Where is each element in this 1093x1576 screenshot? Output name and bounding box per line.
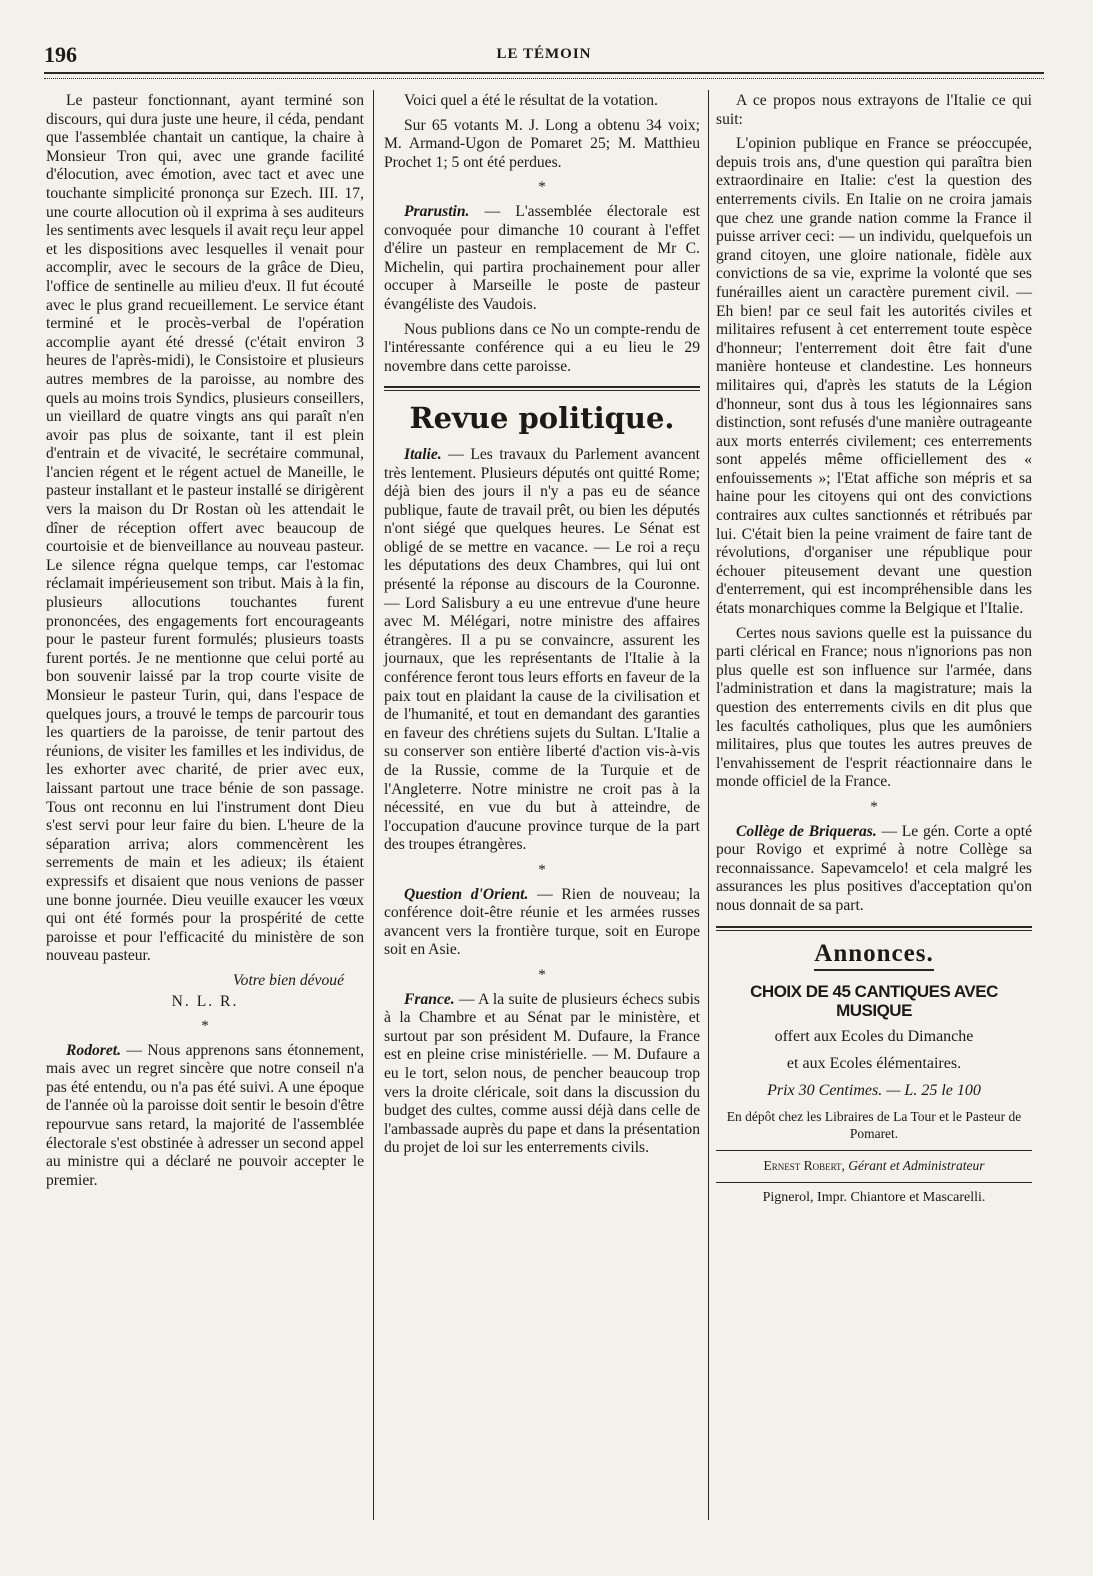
closing-salutation: Votre bien dévoué xyxy=(232,971,344,989)
rubric-rodoret: Rodoret. xyxy=(66,1041,122,1059)
prarustin-text: — L'assemblée électorale est convoquée pour dimanche 10 courant à l'effet d'élire un pasteur en remplacement de Mr C. Michelin, qui partira prochainement pour aller occuper à Marseille le poste de pasteur évangéliste des Vaudois. xyxy=(384,202,700,313)
paragraph: L'opinion publique en France se préoccupée, depuis trois ans, d'une question qui paraîtra bien extraordinaire en Italie: c'est la question des enterrements civils. En Italie on ne croira jamais que chez une grande nation comme la France il puisse arriver ceci: — un individu, quelquefois un grand citoyen, une gloire nationale, fidèle aux convictions de sa vie, exprime la volonté que ses funérailles aient un caractère purement civil. — Eh bien! par ce seul fait les autorités civiles et militaires refusent à cet enterrement toute espèce d'honneur; l'enterrement doit être fait d'une manière honteuse et clandestine. Les honneurs militaires qui, d'après les statuts de la Légion d'honneur, sont dus à tous les légionnaires sans distinction, sont refusés d'une manière outrageante aux morts enterrés civilement; ces enterrements sont appelés même officiellement des « enfouissements »; l'Etat affiche son mépris et sa haine pour les citoyens qui ont des convictions contraires aux cultes sanctionnés et rétribués par lui. C'était bien la peine vraiment de faire tant de révolutions, d'organiser une république pour échouer piteusement devant une question d'enterrement, qui est incompréhensible dans les états monarchiques comme la Belgique et l'Italie. xyxy=(716,135,1032,618)
separator-star: * xyxy=(538,179,546,196)
ad-depot: En dépôt chez les Libraires de La Tour et le Pasteur de Pomaret. xyxy=(726,1109,1022,1142)
separator-star: * xyxy=(201,1018,209,1035)
news-item-france xyxy=(384,991,700,1158)
news-item-college xyxy=(716,823,1032,916)
imprint-rule xyxy=(716,1182,1032,1183)
france-text: — A la suite de plusieurs échecs subis à la Chambre et au Sénat par le ministère, et surtout par son président M. Dufaure, la France est en pleine crise ministérielle. — M. Dufaure a eu le tort, selon nous, de pencher beaucoup trop vers la droite cléricale, soit dans la discussion du budget des cultes, comme aussi déjà dans celle de l'ambassade auprès du pape et dans la présentation du projet de loi sur les enterrements civils. xyxy=(384,990,700,1157)
section-rule xyxy=(384,386,700,391)
gerant-name: Ernest Robert, xyxy=(763,1158,845,1174)
paragraph: Certes nous savions quelle est la puissance du parti clérical en France; nous n'ignorions pas non plus quelle est son influence sur l'armée, dans l'administration et dans la magistrature; mais la question des enterrements civils en dit plus que les facultés catholiques, plus que les aumôniers militaires, plus que toutes les autres preuves de l'envahissement de l'esprit réactionnaire dans le monde officiel de la France. xyxy=(716,624,1032,791)
short-rule xyxy=(814,969,934,971)
rubric-college: Collège de Briqueras. xyxy=(736,822,877,840)
page-header xyxy=(44,36,1044,76)
college-text: — Le gén. Corte a opté pour Rovigo et exprimé à notre Collège sa reconnaissance. Sapevamcelo! et cela malgré les assurances les plus positives d'acceptation qu'on nous donnait de sa part. xyxy=(716,822,1032,914)
journal-title: LE TÉMOIN xyxy=(496,46,592,62)
news-item-orient xyxy=(384,886,700,960)
separator-star: * xyxy=(538,861,546,878)
header-rule xyxy=(44,72,1044,79)
section-title-annonces: Annonces. xyxy=(814,939,934,967)
paragraph: Nous publions dans ce No un compte-rendu de l'intéressante conférence qui a eu lieu le 29 novembre dans cette paroisse. xyxy=(384,320,700,375)
column-divider-2 xyxy=(708,90,709,1520)
ad-line: et aux Ecoles élémentaires. xyxy=(786,1054,962,1072)
paragraph: Le pasteur fonctionnant, ayant terminé son discours, qui dura juste une heure, il céda, pendant que l'assemblée chantait un cantique, la chaire à Monsieur Tron qui, avec une grande facilité d'élocution, avec émotion, avec tact et avec une touchante simplicité prononça sur Ezech. III. 17, une courte allocution où il exprima à ses auditeurs les sentiments avec lesquels il avait reçu leur appel et les dispositions avec lesquelles il venait pour accomplir, avec le secours de la grâce de Dieu, l'office de sentinelle au milieu d'eux. Il fut écouté avec le plus grand recueillement. Le service étant terminé et le procès-verbal de l'opération accomplie ayant été dressé (c'était environ 3 heures de l'après-midi), le Consistoire et plusieurs autres membres de la paroisse, au nombre des quels au moins trois Syndics, plusieurs conseillers, un vieillard de quatre vingts ans qui paraît n'en avoir pas plus de soixante, tant il est plein d'entrain et de vivacité, le secrétaire communal, l'ancien régent et le régent actuel de Maneille, le pasteur installant et le pasteur installé se dirigèrent vers la maison du Dr Rostan où les attendait le dîner de réception offert avec beaucoup de courtoisie et de bienveillance au nouveau pasteur. Le silence régna quelque temps, car l'estomac réclamait impérieusement son tribut. Mais à la fin, plusieurs allocutions touchantes furent prononcées, des engagements fort encourageants pour le pasteur furent formulés; plusieurs toasts furent portés. Je ne mentionne que celui porté au bon souvenir laissé par la trop courte visite de Monsieur le pasteur Turin, qui, dans l'espace de quelques jours, a trouvé le temps de parcourir tous les quartiers de la paroisse, de tenir partout des réunions, de visiter les familles et les individus, de les exhorter avec charité, de prier avec eux, laissant partout une trace bénie de son passage. Tous ont reconnu en lui l'instrument dont Dieu s'est servi pour leur faire du bien. L'heure de la séparation arriva; alors commencèrent les serrements de main et les adieux; ils étaient expressifs et disaient que nous venions de passer une bonne journée. Dieu veuille exaucer les vœux qui ont été formés pour la prospérité de cette paroisse et pour l'efficacité du ministère de son nouveau pasteur. xyxy=(46,92,364,965)
gerant-role: Gérant et Administrateur xyxy=(848,1158,985,1174)
paragraph: Sur 65 votants M. J. Long a obtenu 34 voix; M. Armand-Ugon de Pomaret 25; M. Matthieu Prochet 1; 5 ont été perdues. xyxy=(384,116,700,171)
ad-price: Prix 30 Centimes. — L. 25 le 100 xyxy=(767,1081,981,1099)
ad-line: offert aux Ecoles du Dimanche xyxy=(774,1028,974,1046)
signature: N. L. R. xyxy=(171,992,239,1010)
rubric-italie: Italie. xyxy=(404,445,442,463)
separator-star: * xyxy=(538,966,546,983)
orient-text: — Rien de nouveau; la conférence doit-être réunie et les armées russes avancent vers la frontière turque, soit en Europe soit en Asie. xyxy=(384,885,700,959)
rubric-prarustin: Prarustin. xyxy=(404,202,470,220)
rodoret-text: — Nous apprenons sans étonnement, mais avec un regret sincère que notre conseil n'a pas été entendu, ou n'a pas été suivi. A une époque de l'année où la paroisse doit sentir le besoin d'être repourvue sans retard, la majorité de l'assemblée électorale s'est obstinée à adresser un second appel au ministre qui a déclaré ne pouvoir accepter le premier. xyxy=(46,1041,364,1189)
ad-title: CHOIX DE 45 CANTIQUES AVEC MUSIQUE xyxy=(750,982,998,1020)
news-item-prarustin xyxy=(384,203,700,315)
separator-star: * xyxy=(870,798,878,815)
section-title-revue: Revue politique. xyxy=(409,401,675,436)
rubric-orient: Question d'Orient. xyxy=(404,885,529,903)
italie-text: — Les travaux du Parlement avancent très lentement. Plusieurs députés ont quitté Rome; déjà bien des jours il n'y a pas eu de séance publique, faute de travail prêt, ou bien les députés n'ont siégé que quelques heures. Le Sénat est obligé de se mettre en vacance. — Le roi a reçu les députations des deux Chambres, qui lui ont présenté la réponse au discours de la Couronne. — Lord Salisbury a eu une entrevue d'une heure avec M. Mélégari, notre ministre des affaires étrangères. Il a pu se convaincre, assurent les journaux, que les représentants de l'Italie à la conférence feront tous leurs efforts en faveur de la paix tout en plaidant la cause de la civilisation et de l'humanité, et tout en demandant des garanties en faveur des chrétiens sujets du Sultan. L'Italie a su conserver son entière liberté d'action vis-à-vis de la Russie, comme de la Turquie et de l'Angleterre. Notre ministre ne croit pas à la nécessité, en vue du but à atteindre, de l'occupation d'aucune province turque de la part des troupes étrangères. xyxy=(384,445,700,854)
page-number: 196 xyxy=(44,42,77,67)
column-3 xyxy=(716,92,1032,1211)
imprint-rule xyxy=(716,1150,1032,1151)
rubric-france: France. xyxy=(404,990,455,1008)
printer-line: Pignerol, Impr. Chiantore et Mascarelli. xyxy=(762,1189,986,1205)
news-item-rodoret xyxy=(46,1042,364,1191)
news-item-italie xyxy=(384,446,700,855)
column-divider-1 xyxy=(373,90,374,1520)
paragraph: Voici quel a été le résultat de la votation. xyxy=(404,92,658,109)
column-2 xyxy=(384,92,700,1164)
paragraph: A ce propos nous extrayons de l'Italie ce qui suit: xyxy=(716,92,1032,128)
gerant-line xyxy=(716,1157,1032,1176)
column-1 xyxy=(46,92,364,1196)
section-rule xyxy=(716,926,1032,931)
